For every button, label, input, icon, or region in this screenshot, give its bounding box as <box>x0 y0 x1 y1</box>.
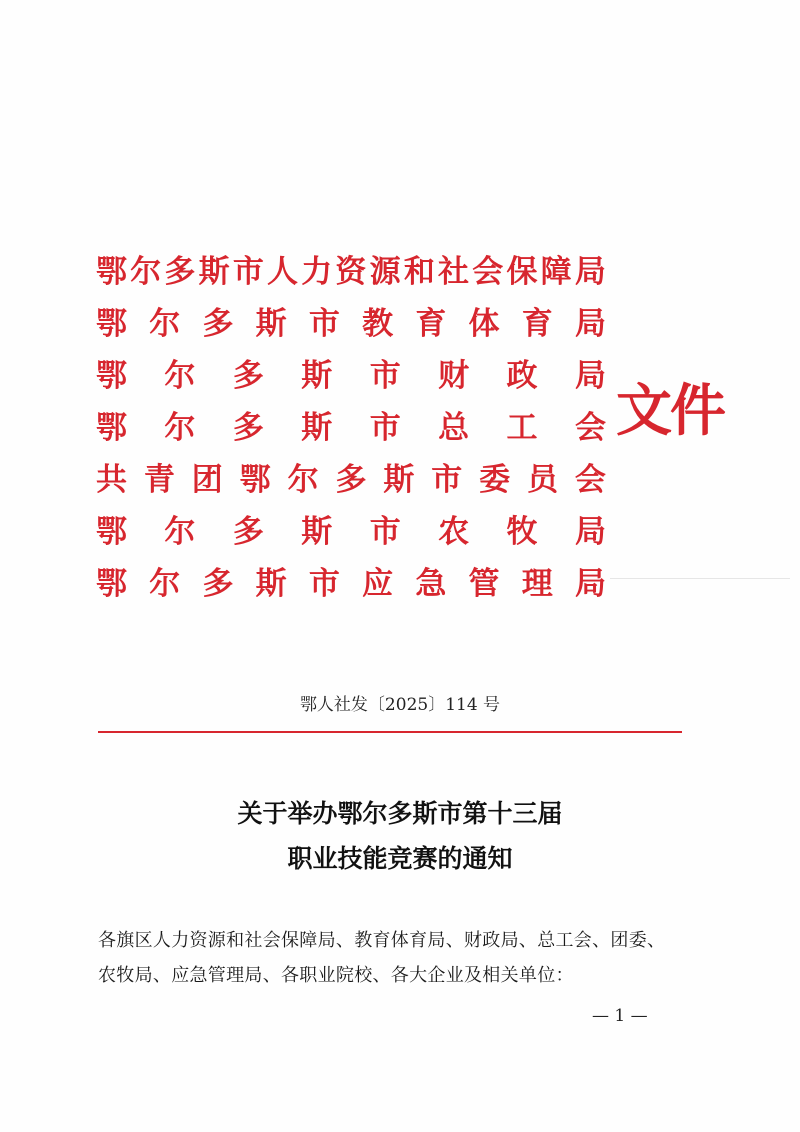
organization-name-char: 员 <box>527 462 559 498</box>
organization-name-char: 力 <box>301 254 333 290</box>
organization-name-char: 育 <box>521 306 553 342</box>
organization-name-char: 斯 <box>301 410 333 446</box>
organization-name-char: 社 <box>438 254 470 290</box>
issuing-organizations <box>96 246 606 610</box>
organization-name-char: 会 <box>574 410 606 446</box>
organization-name-char: 尔 <box>164 410 196 446</box>
organization-name-char: 市 <box>369 514 401 550</box>
organization-name-char: 牧 <box>506 514 538 550</box>
organization-name-char: 育 <box>415 306 447 342</box>
organization-name-char: 市 <box>308 566 340 602</box>
organization-name-char: 多 <box>335 462 367 498</box>
scan-artifact-line <box>610 578 790 579</box>
organization-name-char: 尔 <box>130 254 162 290</box>
document-number: 鄂人社发〔2025〕114 号 <box>299 695 501 715</box>
organization-name-char: 保 <box>506 254 538 290</box>
organization-name-char: 教 <box>362 306 394 342</box>
organization-name-char: 市 <box>232 254 264 290</box>
organization-name-char: 鄂 <box>96 566 127 602</box>
organization-name-row <box>96 298 606 350</box>
organization-name-char: 局 <box>574 566 606 602</box>
organization-name-char: 管 <box>468 566 500 602</box>
organization-name-char: 局 <box>574 254 606 290</box>
organization-name-row <box>96 246 606 298</box>
organization-name-char: 鄂 <box>96 410 127 446</box>
red-separator-rule <box>98 731 682 733</box>
organization-name-char: 尔 <box>149 566 181 602</box>
organization-name-char: 斯 <box>255 306 287 342</box>
organization-name-char: 局 <box>574 358 606 394</box>
organization-name-char: 多 <box>232 358 264 394</box>
organization-name-char: 多 <box>202 566 234 602</box>
organization-name-row <box>96 506 606 558</box>
organization-name-char: 尔 <box>287 462 319 498</box>
salutation-line-2: 农牧局、应急管理局、各职业院校、各大企业及相关单位： <box>98 965 574 986</box>
organization-name-char: 市 <box>369 410 401 446</box>
organization-name-char: 多 <box>232 410 264 446</box>
document-title-line-1: 关于举办鄂尔多斯市第十三届 <box>237 799 563 828</box>
organization-name-row <box>96 558 606 610</box>
organization-name-char: 和 <box>403 254 435 290</box>
organization-name-char: 尔 <box>164 358 196 394</box>
organization-name-row <box>96 402 606 454</box>
organization-name-char: 会 <box>574 462 606 498</box>
organization-name-char: 市 <box>308 306 340 342</box>
organization-name-char: 局 <box>574 306 606 342</box>
organization-name-char: 政 <box>506 358 538 394</box>
organization-name-char: 障 <box>540 254 572 290</box>
organization-name-char: 财 <box>438 358 470 394</box>
document-title-line-2: 职业技能竞赛的通知 <box>287 844 513 873</box>
page-number: — 1 — <box>592 1006 648 1026</box>
organization-name-char: 斯 <box>383 462 415 498</box>
salutation-line-1: 各旗区人力资源和社会保障局、教育体育局、财政局、总工会、团委、 <box>98 930 666 951</box>
organization-name-char: 斯 <box>301 514 333 550</box>
organization-name-char: 委 <box>479 462 511 498</box>
organization-name-char: 鄂 <box>239 462 271 498</box>
organization-name-char: 资 <box>335 254 367 290</box>
organization-name-char: 多 <box>164 254 196 290</box>
organization-name-char: 多 <box>232 514 264 550</box>
organization-name-char: 理 <box>521 566 553 602</box>
organization-name-char: 多 <box>202 306 234 342</box>
organization-name-char: 局 <box>574 514 606 550</box>
organization-name-char: 青 <box>143 462 175 498</box>
organization-name-char: 斯 <box>198 254 230 290</box>
organization-name-row <box>96 350 606 402</box>
organization-name-char: 尔 <box>164 514 196 550</box>
organization-name-char: 市 <box>431 462 463 498</box>
organization-name-char: 农 <box>438 514 470 550</box>
organization-name-char: 鄂 <box>96 306 127 342</box>
organization-name-char: 会 <box>472 254 504 290</box>
organization-name-char: 总 <box>438 410 470 446</box>
organization-name-char: 斯 <box>301 358 333 394</box>
organization-name-char: 体 <box>468 306 500 342</box>
organization-name-char: 尔 <box>149 306 181 342</box>
organization-name-char: 斯 <box>255 566 287 602</box>
organization-name-char: 急 <box>415 566 447 602</box>
document-suffix: 文件 <box>616 378 724 444</box>
organization-name-char: 鄂 <box>96 358 127 394</box>
organization-name-char: 源 <box>369 254 401 290</box>
organization-name-char: 人 <box>267 254 299 290</box>
organization-name-char: 工 <box>506 410 538 446</box>
organization-name-char: 应 <box>362 566 394 602</box>
organization-name-char: 鄂 <box>96 514 127 550</box>
organization-name-char: 鄂 <box>96 254 127 290</box>
organization-name-char: 共 <box>96 462 127 498</box>
organization-name-row <box>96 454 606 506</box>
organization-name-char: 团 <box>191 462 223 498</box>
organization-name-char: 市 <box>369 358 401 394</box>
